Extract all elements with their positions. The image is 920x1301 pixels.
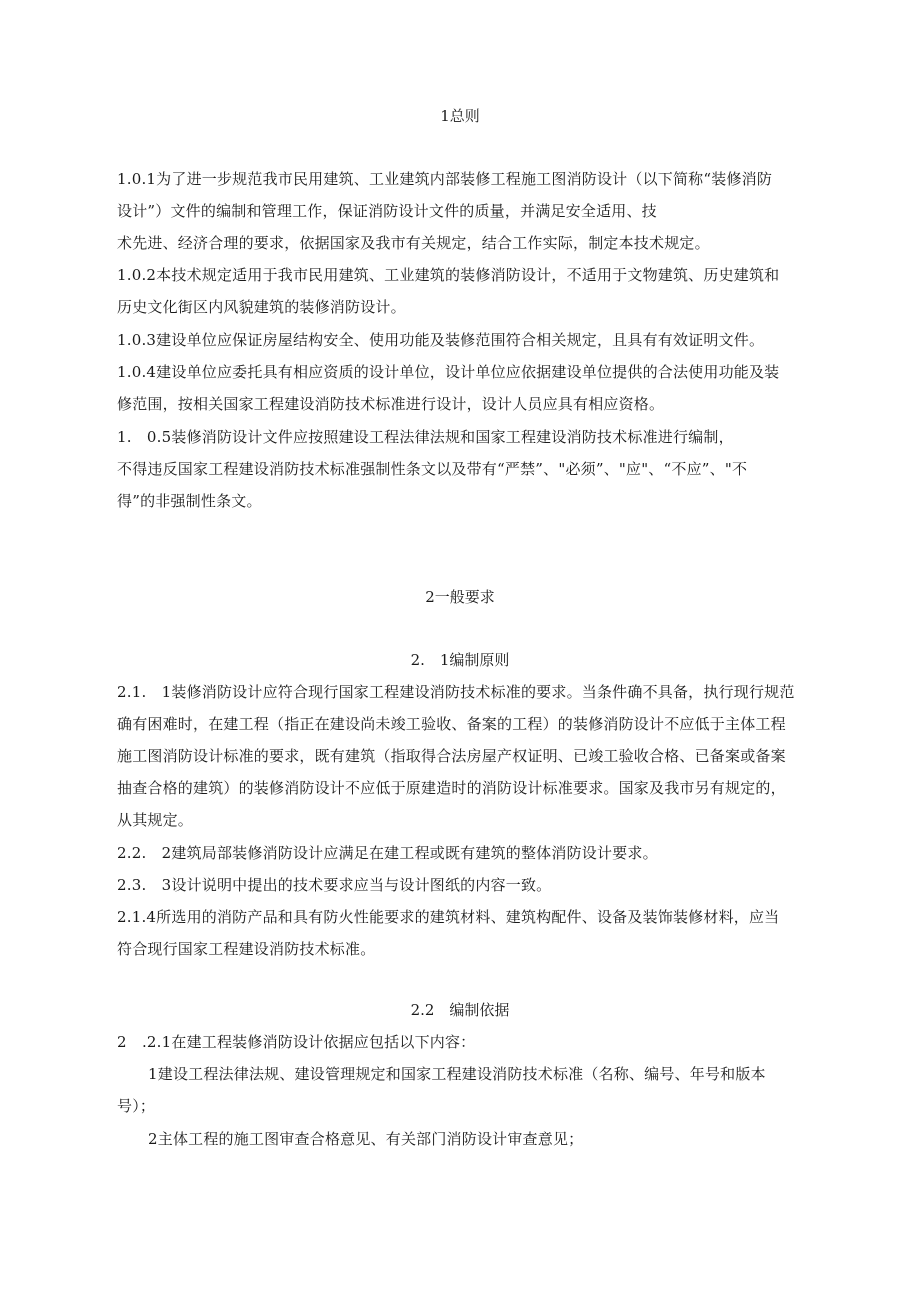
paragraph-line: 2.1. 1装修消防设计应符合现行国家工程建设消防技术标准的要求。当条件确不具备，执行现行规范 [117, 683, 795, 701]
paragraph-line: 2.1.4所选用的消防产品和具有防火性能要求的建筑材料、建筑构配件、设备及装饰装修材料，应当 [117, 908, 780, 926]
paragraph-line: 修范围，按相关国家工程建设消防技术标准进行设计，设计人员应具有相应资格。 [117, 395, 665, 413]
paragraph-line: 抽查合格的建筑）的装修消防设计不应低于原建造时的消防设计标准要求。国家及我市另有规定的， [117, 779, 786, 797]
paragraph-line: 术先进、经济合理的要求，依据国家及我市有关规定，结合工作实际，制定本技术规定。 [117, 234, 710, 252]
list-item: 1建设工程法律法规、建设管理规定和国家工程建设消防技术标准（名称、编号、年号和版本 [148, 1065, 766, 1083]
paragraph-line: 1.0.1为了进一步规范我市民用建筑、工业建筑内部装修工程施工图消防设计（以下简称“装修消防 [117, 170, 773, 188]
paragraph-line: 得”的非强制性条文。 [117, 492, 262, 510]
paragraph-line: 2 .2.1在建工程装修消防设计依据应包括以下内容： [117, 1033, 476, 1051]
paragraph-line: 符合现行国家工程建设消防技术标准。 [117, 940, 376, 958]
paragraph-line: 1.0.4建设单位应委托具有相应资质的设计单位，设计单位应依据建设单位提供的合法使用功能及装 [117, 363, 780, 381]
paragraph-line: 1.0.2本技术规定适用于我市民用建筑、工业建筑的装修消防设计，不适用于文物建筑、历史建筑和 [117, 266, 780, 284]
paragraph-line: 从其规定。 [117, 811, 194, 829]
paragraph-line: 施工图消防设计标准的要求，既有建筑（指取得合法房屋产权证明、已竣工验收合格、已备案或备案 [117, 747, 786, 765]
list-item: 2主体工程的施工图审查合格意见、有关部门消防设计审查意见； [148, 1130, 584, 1148]
paragraph-line: 确有困难时，在建工程（指正在建设尚未竣工验收、备案的工程）的装修消防设计不应低于主体工程 [117, 715, 786, 733]
subsection-2-2-heading: 2.2 编制依据 [410, 1001, 510, 1019]
section-2-heading: 2一般要求 [425, 588, 495, 606]
paragraph-line: 2.2. 2建筑局部装修消防设计应满足在建工程或既有建筑的整体消防设计要求。 [117, 844, 658, 862]
paragraph-line: 不得违反国家工程建设消防技术标准强制性条文以及带有“严禁”、"必须”、"应"、“不应”、"不 [117, 460, 748, 478]
paragraph-line: 1. 0.5装修消防设计文件应按照建设工程法律法规和国家工程建设消防技术标准进行编制， [117, 428, 734, 446]
section-1-heading: 1总则 [440, 107, 480, 125]
paragraph-line: 1.0.3建设单位应保证房屋结构安全、使用功能及装修范围符合相关规定，且具有有效证明文件。 [117, 331, 765, 349]
list-item-continuation: 号）； [117, 1097, 156, 1115]
paragraph-line: 设计”）文件的编制和管理工作，保证消防设计文件的质量，并满足安全适用、技 [117, 202, 657, 220]
paragraph-line: 2.3. 3设计说明中提出的技术要求应当与设计图纸的内容一致。 [117, 876, 552, 894]
subsection-2-1-heading: 2. 1编制原则 [410, 651, 510, 669]
paragraph-line: 历史文化街区内风貌建筑的装修消防设计。 [117, 298, 406, 316]
